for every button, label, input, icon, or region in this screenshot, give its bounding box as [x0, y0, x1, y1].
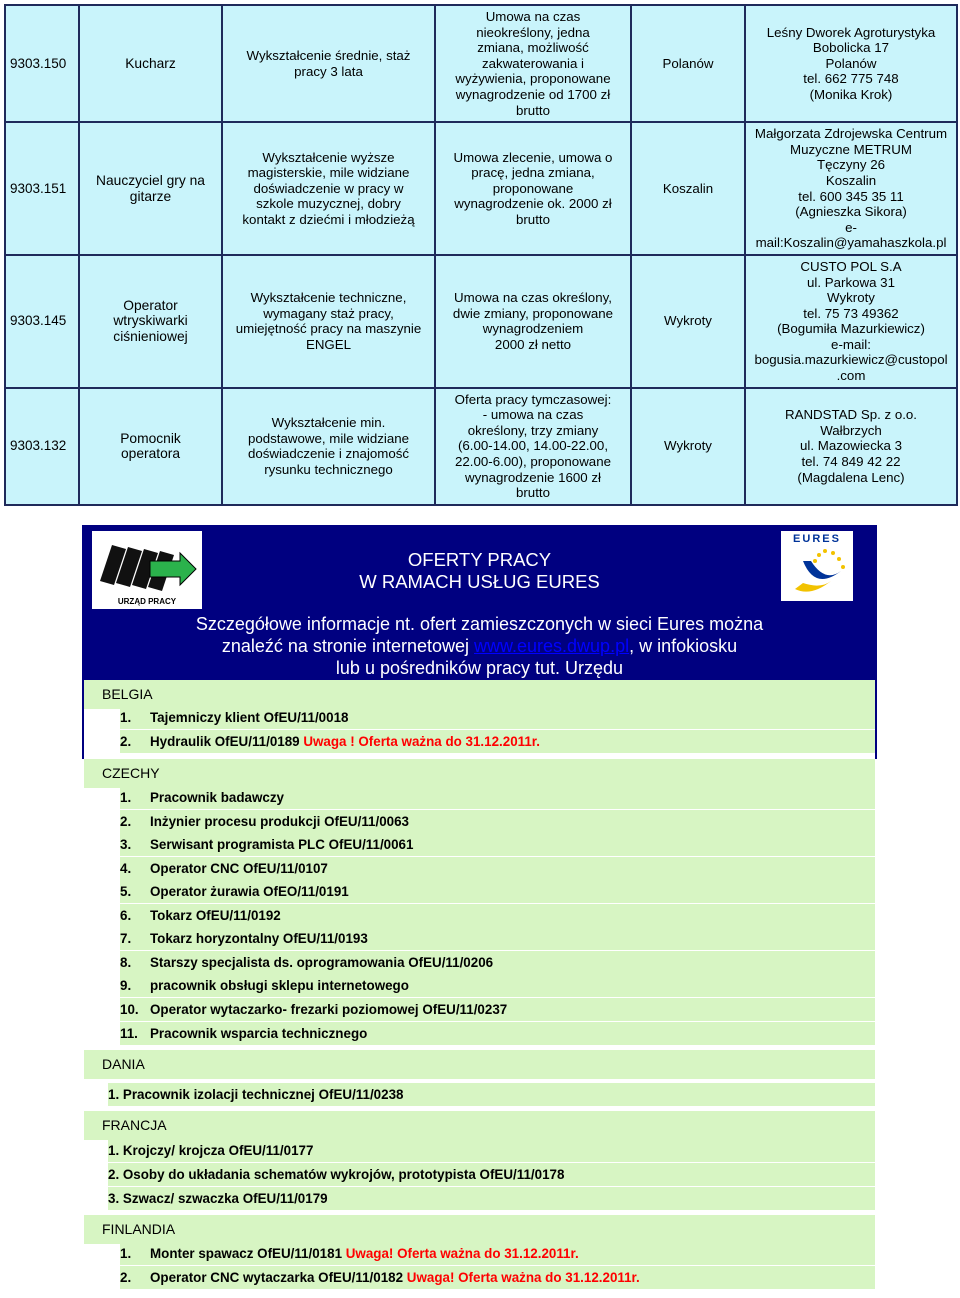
job-conditions: [435, 122, 631, 255]
offer-title: Tokarz OfEU/11/0192: [150, 908, 281, 923]
offer-item[interactable]: [120, 974, 875, 997]
job-requirements-line: wymagany staż pracy,: [263, 305, 394, 321]
banner-info-line1: Szczegółowe informacje nt. ofert zamieszczonych w sieci Eures można: [195, 614, 764, 634]
banner-title: [282, 549, 677, 593]
job-location: Koszalin: [631, 122, 745, 255]
job-conditions-line: wynagrodzenie od 1700 zł: [455, 86, 611, 102]
offer-item[interactable]: [120, 904, 875, 927]
offer-number: 11.: [120, 1026, 138, 1041]
job-conditions-line: pracę, jedna zmiana,: [471, 165, 595, 181]
offer-item[interactable]: [108, 1187, 875, 1210]
offer-item[interactable]: [120, 786, 875, 809]
offer-number: 10.: [120, 1002, 139, 1017]
job-conditions-line: wyżywienia, proponowane: [455, 71, 611, 87]
offer-item[interactable]: [120, 1242, 875, 1265]
job-requirements: [222, 122, 435, 255]
offer-item[interactable]: [120, 1266, 875, 1289]
job-employer-line: e-: [845, 219, 857, 235]
eures-banner: [82, 525, 877, 685]
job-requirements-line: szkole muzycznej, dobry: [256, 196, 401, 212]
job-employer-line: Tęczyny 26: [817, 157, 885, 173]
job-code: 9303.145: [5, 255, 79, 388]
job-location: Wykroty: [631, 388, 745, 505]
offer-item[interactable]: [120, 998, 875, 1021]
offer-title: Pracownik wsparcia technicznego: [150, 1026, 368, 1041]
job-location: Wykroty: [631, 255, 745, 388]
job-requirements-line: Wykształcenie min.: [271, 415, 386, 431]
job-employer-line: .com: [836, 368, 866, 384]
banner-title-line1: OFERTY PRACY: [407, 549, 552, 570]
job-offers-table: [4, 4, 958, 506]
offer-title: Starszy specjalista ds. oprogramowania OfEU/11/0206: [150, 955, 494, 970]
offer-item[interactable]: [120, 810, 875, 833]
offer-validity-note: Uwaga ! Oferta ważna do 31.12.2011r.: [303, 734, 541, 749]
job-employer-line: tel. 600 345 35 11: [798, 188, 904, 204]
offer-number: 2.: [120, 734, 132, 749]
job-employer-line: e-mail:: [831, 336, 871, 352]
job-title: [79, 5, 222, 122]
job-employer-line: Muzyczne METRUM: [790, 141, 912, 157]
job-code: 9303.150: [5, 5, 79, 122]
offer-title: Operator CNC wytaczarka OfEU/11/0182: [150, 1270, 407, 1285]
job-requirements-line: Wykształcenie wyższe: [262, 149, 395, 165]
job-employer-line: ul. Mazowiecka 3: [800, 438, 902, 454]
job-conditions-line: brutto: [515, 211, 550, 227]
job-employer: [745, 255, 957, 388]
job-employer-line: ul. Parkowa 31: [807, 274, 895, 290]
job-requirements: [222, 388, 435, 505]
offer-item[interactable]: [108, 1163, 875, 1186]
offer-number: 1.: [120, 710, 132, 725]
job-requirements-line: podstawowe, mile widziane: [247, 430, 410, 446]
offer-number: 3.: [120, 837, 132, 852]
offer-item[interactable]: [120, 857, 875, 880]
job-conditions-line: brutto: [515, 102, 550, 118]
job-requirements-line: doświadczenie i znajomość: [247, 446, 410, 462]
offer-title: 2. Osoby do układania schematów wykrojów, prototypista OfEU/11/0178: [108, 1167, 565, 1182]
offer-number: 2.: [120, 814, 132, 829]
offer-number: 1.: [120, 1246, 132, 1261]
job-employer: [745, 5, 957, 122]
offer-number: 8.: [120, 955, 132, 970]
job-title: [79, 388, 222, 505]
job-employer-line: (Agnieszka Sikora): [795, 204, 907, 220]
job-row: [5, 5, 957, 122]
banner-info-text-post: , w infokiosku: [629, 636, 738, 656]
job-employer-line: Wykroty: [827, 290, 875, 306]
offer-number: 6.: [120, 908, 132, 923]
offer-item[interactable]: [120, 927, 875, 950]
job-conditions-line: 2000 zł netto: [494, 336, 572, 352]
job-title: [79, 122, 222, 255]
job-requirements: [222, 255, 435, 388]
job-employer-line: tel. 75 73 49362: [803, 305, 899, 321]
job-conditions-line: (6.00-14.00, 14.00-22.00,: [457, 438, 609, 454]
offer-title: Pracownik badawczy: [150, 790, 284, 805]
job-employer-line: Polanów: [825, 55, 877, 71]
job-employer-line: Wałbrzych: [820, 422, 882, 438]
offer-item[interactable]: [108, 1139, 875, 1162]
job-title-line: operatora: [120, 446, 181, 462]
offer-number: 2.: [120, 1270, 132, 1285]
job-conditions-line: określony, trzy zmiany: [467, 422, 599, 438]
offer-item[interactable]: [120, 880, 875, 903]
offer-number: 1.: [120, 790, 132, 805]
job-conditions-line: Umowa na czas określony,: [454, 290, 612, 306]
job-conditions-line: wynagrodzenie ok. 2000 zł: [454, 196, 612, 212]
offer-title: Tajemniczy klient OfEU/11/0018: [150, 710, 349, 725]
offer-number: 5.: [120, 884, 132, 899]
job-title-line: Nauczyciel gry na: [96, 172, 205, 188]
job-employer-line: (Magdalena Lenc): [797, 469, 905, 485]
job-row: [5, 388, 957, 505]
job-requirements-line: umiejętność pracy na maszynie: [235, 321, 422, 337]
banner-title-line2: W RAMACH USŁUG EURES: [359, 571, 600, 592]
job-employer: [745, 388, 957, 505]
job-conditions-line: Umowa na czas: [485, 9, 581, 24]
offer-title: Tokarz horyzontalny OfEU/11/0193: [150, 931, 368, 946]
eures-logo: [781, 531, 853, 601]
eures-website-link[interactable]: www.eures.dwup.pl: [474, 636, 630, 656]
job-title-line: gitarze: [129, 188, 172, 204]
job-conditions-line: wynagrodzenie 1600 zł: [464, 469, 601, 485]
offer-title: 1. Pracownik izolacji technicznej OfEU/11/0238: [108, 1087, 404, 1102]
job-employer-line: bogusia.mazurkiewicz@custopol: [754, 352, 948, 368]
country-heading: FRANCJA: [84, 1111, 875, 1140]
job-conditions-line: brutto: [515, 485, 550, 501]
job-conditions: [435, 5, 631, 122]
job-employer-line: Koszalin: [825, 172, 877, 188]
banner-info-line2: [152, 635, 807, 657]
job-requirements-line: rysunku technicznego: [264, 461, 393, 477]
frame-border-right: [875, 685, 877, 759]
job-employer-line: (Bogumiła Mazurkiewicz): [777, 321, 925, 337]
offer-number: 4.: [120, 861, 132, 876]
country-heading: DANIA: [84, 1050, 875, 1079]
job-title-line: Kucharz: [125, 55, 176, 71]
job-conditions-line: dwie zmiany, proponowane: [452, 305, 614, 321]
job-location: Polanów: [631, 5, 745, 122]
offer-item[interactable]: [108, 1083, 875, 1106]
offer-title: Monter spawacz OfEU/11/0181: [150, 1246, 346, 1261]
offer-item[interactable]: [120, 833, 875, 856]
job-employer-line: (Monika Krok): [809, 86, 893, 102]
banner-info-text: znaleźć na stronie internetowej: [221, 636, 474, 656]
offer-title: 3. Szwacz/ szwaczka OfEU/11/0179: [108, 1191, 328, 1206]
job-requirements: [222, 5, 435, 122]
job-conditions-line: zmiana, możliwość: [477, 40, 589, 56]
offer-item[interactable]: [120, 1022, 875, 1045]
job-conditions: [435, 388, 631, 505]
job-row: [5, 255, 957, 388]
job-requirements-line: doświadczenie w pracy w: [253, 180, 404, 196]
urzad-pracy-logo: [92, 531, 202, 609]
job-employer-line: CUSTO POL S.A: [800, 258, 902, 274]
job-employer-line: Małgorzata Zdrojewska Centrum: [754, 126, 948, 142]
job-conditions-line: wynagrodzeniem: [482, 321, 584, 337]
job-conditions-line: proponowane: [492, 180, 574, 196]
job-employer-line: Leśny Dworek Agroturystyka: [766, 24, 936, 40]
job-requirements-line: ENGEL: [305, 336, 352, 352]
job-requirements-line: Wykształcenie techniczne,: [250, 290, 407, 306]
banner-info-line3: lub u pośredników pracy tut. Urzędu: [335, 658, 624, 678]
offer-number: 9.: [120, 978, 132, 993]
job-employer-line: Bobolicka 17: [812, 40, 890, 56]
job-title-line: ciśnieniowej: [113, 329, 188, 345]
job-title-line: Pomocnik: [120, 430, 181, 446]
offer-title: pracownik obsługi sklepu internetowego: [150, 978, 409, 993]
job-requirements-line: pracy 3 lata: [294, 63, 363, 79]
banner-info: [152, 613, 807, 679]
offer-validity-note: Uwaga! Oferta ważna do 31.12.2011r.: [406, 1270, 640, 1285]
job-conditions: [435, 255, 631, 388]
job-employer-line: mail:Koszalin@yamahaszkola.pl: [755, 235, 947, 251]
job-employer-line: tel. 662 775 748: [803, 71, 899, 87]
offer-title: Inżynier procesu produkcji OfEU/11/0063: [150, 814, 409, 829]
offer-validity-note: Uwaga! Oferta ważna do 31.12.2011r.: [345, 1246, 579, 1261]
job-title: [79, 255, 222, 388]
urzad-pracy-logo-icon: [92, 531, 202, 597]
job-requirements-line: magisterskie, mile widziane: [247, 165, 410, 181]
job-code: 9303.151: [5, 122, 79, 255]
job-title-line: wtryskiwarki: [113, 313, 188, 329]
job-conditions-line: zakwaterowania i: [482, 55, 584, 71]
job-conditions-line: nieokreślony, jedna: [476, 24, 590, 40]
job-conditions-line: 22.00-6.00), proponowane: [455, 454, 611, 470]
offer-item[interactable]: [120, 951, 875, 974]
job-title-line: Operator: [123, 297, 178, 313]
job-requirements-line: kontakt z dziećmi i młodzieżą: [242, 211, 415, 227]
logo-caption: URZĄD PRACY: [117, 597, 177, 606]
job-employer-line: RANDSTAD Sp. z o.o.: [784, 407, 918, 423]
eures-logo-text: EURES: [793, 533, 841, 545]
job-employer: [745, 122, 957, 255]
country-heading: BELGIA: [84, 680, 875, 709]
offer-title: Operator wytaczarko- frezarki poziomowej OfEU/11/0237: [150, 1002, 508, 1017]
offer-title: Hydraulik OfEU/11/0189: [150, 734, 304, 749]
job-requirements-line: Wykształcenie średnie, staż: [246, 47, 411, 63]
job-employer-line: tel. 74 849 42 22: [801, 454, 901, 470]
offer-item[interactable]: [120, 730, 875, 753]
offer-title: Serwisant programista PLC OfEU/11/0061: [150, 837, 414, 852]
country-heading: CZECHY: [84, 759, 875, 788]
offer-title: Operator CNC OfEU/11/0107: [150, 861, 328, 876]
job-conditions-line: Oferta pracy tymczasowej:: [454, 391, 612, 407]
offer-title: Operator żurawia OfEO/11/0191: [150, 884, 349, 899]
offer-title: 1. Krojczy/ krojcza OfEU/11/0177: [108, 1143, 314, 1158]
job-row: [5, 122, 957, 255]
country-heading: FINLANDIA: [84, 1215, 875, 1244]
offer-number: 7.: [120, 931, 132, 946]
job-conditions-line: Umowa zlecenie, umowa o: [453, 149, 613, 165]
job-code: 9303.132: [5, 388, 79, 505]
offer-item[interactable]: [120, 706, 875, 729]
job-conditions-line: - umowa na czas: [482, 407, 584, 423]
